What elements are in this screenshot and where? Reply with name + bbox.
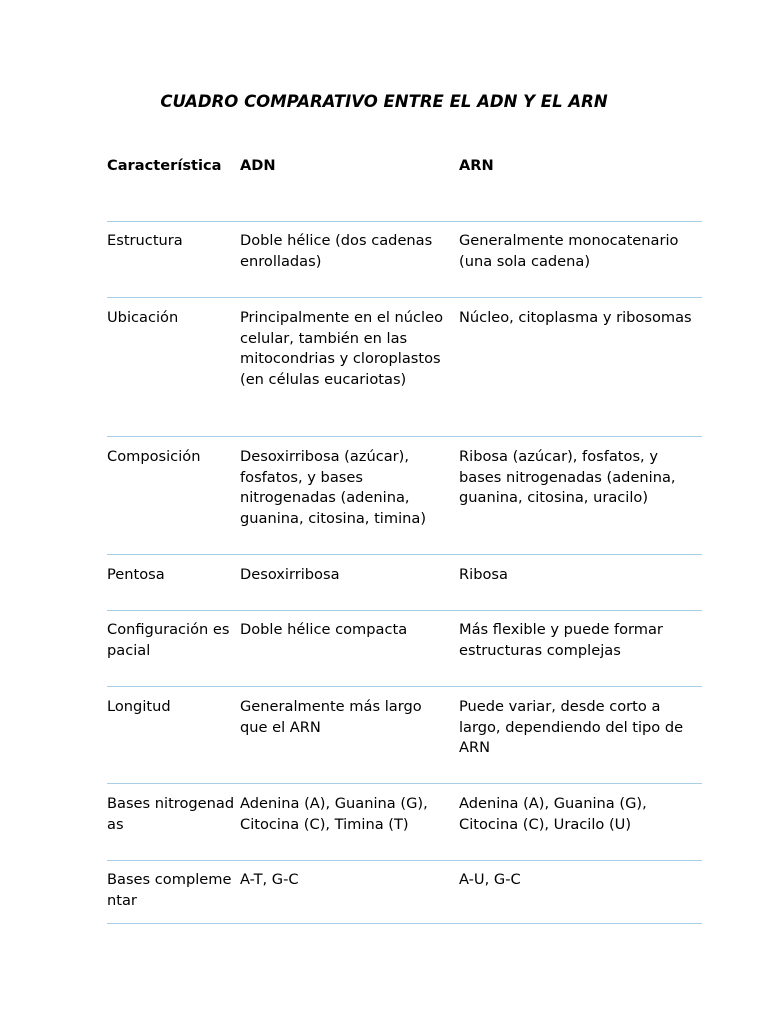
table-row [107, 784, 702, 861]
arn-cell: Ribosa [459, 566, 508, 583]
adn-cell: A-T, G-C [240, 871, 299, 888]
row-label: Bases complementar [107, 871, 232, 909]
arn-cell: Más flexible y puede formar estructuras complejas [459, 621, 663, 659]
header-arn: ARN [459, 157, 494, 174]
arn-cell: Ribosa (azúcar), fosfatos, y bases nitrogenadas (adenina, guanina, citosina, uracilo) [459, 448, 676, 507]
row-label: Pentosa [107, 566, 165, 583]
table-row [107, 611, 702, 687]
row-label: Ubicación [107, 309, 179, 326]
table-row [107, 437, 702, 555]
row-label: Estructura [107, 232, 183, 249]
adn-cell: Doble hélice compacta [240, 621, 408, 638]
arn-cell: Generalmente monocatenario (una sola cadena) [459, 232, 679, 270]
row-label: Composición [107, 448, 201, 465]
row-label: Longitud [107, 698, 171, 715]
row-label: Configuración espacial [107, 621, 230, 659]
table-row [107, 687, 702, 784]
adn-cell: Doble hélice (dos cadenas enrolladas) [240, 232, 433, 270]
table-row [107, 298, 702, 437]
adn-cell: Principalmente en el núcleo celular, también en las mitocondrias y cloroplastos (en células eucariotas) [240, 309, 443, 388]
adn-cell: Desoxirribosa [240, 566, 340, 583]
document-title: CUADRO COMPARATIVO ENTRE EL ADN Y EL ARN [160, 92, 608, 111]
adn-cell: Generalmente más largo que el ARN [240, 698, 422, 736]
table-row [107, 861, 702, 924]
arn-cell: Puede variar, desde corto a largo, dependiendo del tipo de ARN [459, 698, 684, 757]
table-header-row [107, 155, 702, 222]
comparison-table [107, 155, 702, 924]
header-adn: ADN [240, 157, 276, 174]
header-characteristic: Característica [107, 157, 222, 174]
arn-cell: Núcleo, citoplasma y ribosomas [459, 309, 692, 326]
row-label: Bases nitrogenadas [107, 795, 235, 833]
table-row [107, 555, 702, 611]
arn-cell: Adenina (A), Guanina (G), Citocina (C), Uracilo (U) [459, 795, 647, 833]
table-row [107, 222, 702, 298]
adn-cell: Adenina (A), Guanina (G), Citocina (C), Timina (T) [240, 795, 428, 833]
arn-cell: A-U, G-C [459, 871, 521, 888]
adn-cell: Desoxirribosa (azúcar), fosfatos, y bases nitrogenadas (adenina, guanina, citosina, timina) [240, 448, 427, 527]
